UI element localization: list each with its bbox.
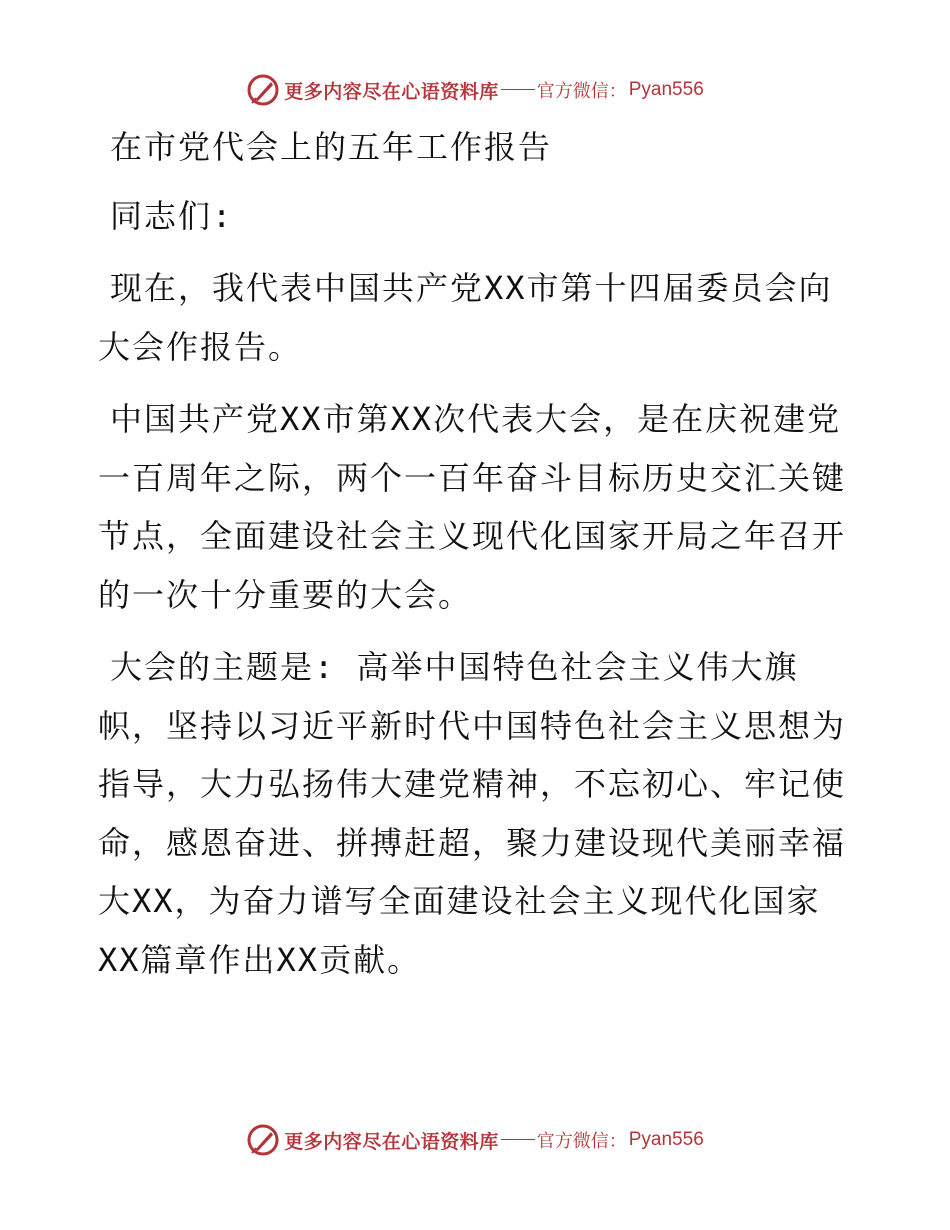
watermark-dash: [501, 89, 535, 90]
watermark-label: 官方微信：: [536, 1131, 627, 1152]
document-body: [98, 118, 856, 1003]
watermark-dash: [501, 1139, 535, 1140]
watermark-text: 更多内容尽在心语资料库: [284, 80, 499, 103]
watermark-account: Pyan556: [628, 1129, 704, 1150]
watermark-label: 官方微信：: [536, 81, 627, 102]
quill-pen-circle-icon: [246, 73, 280, 107]
document-paragraph: 大会的主题是: 高举中国特色社会主义伟大旗帜，坚持以习近平新时代中国特色社会主义思想为指导，大力弘扬伟大建党精神，不忘初心、牢记使命，感恩奋进、拼搏赶超，聚力建设现代美丽幸福大XX，为奋力谱写全面建设社会主义现代化国家XX篇章作出XX贡献。: [98, 648, 847, 979]
document-title: 在市党代会上的五年工作报告: [110, 128, 553, 166]
watermark-account: Pyan556: [628, 79, 704, 100]
header-watermark: [0, 70, 950, 110]
document-paragraph: 现在，我代表中国共产党XX市第十四届委员会向大会作报告。: [98, 269, 833, 366]
watermark-text: 更多内容尽在心语资料库: [284, 1130, 499, 1153]
quill-pen-circle-icon: [246, 1123, 280, 1157]
document-paragraph: 中国共产党XX市第XX次代表大会，是在庆祝建党一百周年之际，两个一百年奋斗目标历史交汇关键节点，全面建设社会主义现代化国家开局之年召开的一次十分重要的大会。: [98, 400, 847, 614]
footer-watermark: [0, 1120, 950, 1160]
document-salutation: 同志们:: [110, 196, 234, 235]
